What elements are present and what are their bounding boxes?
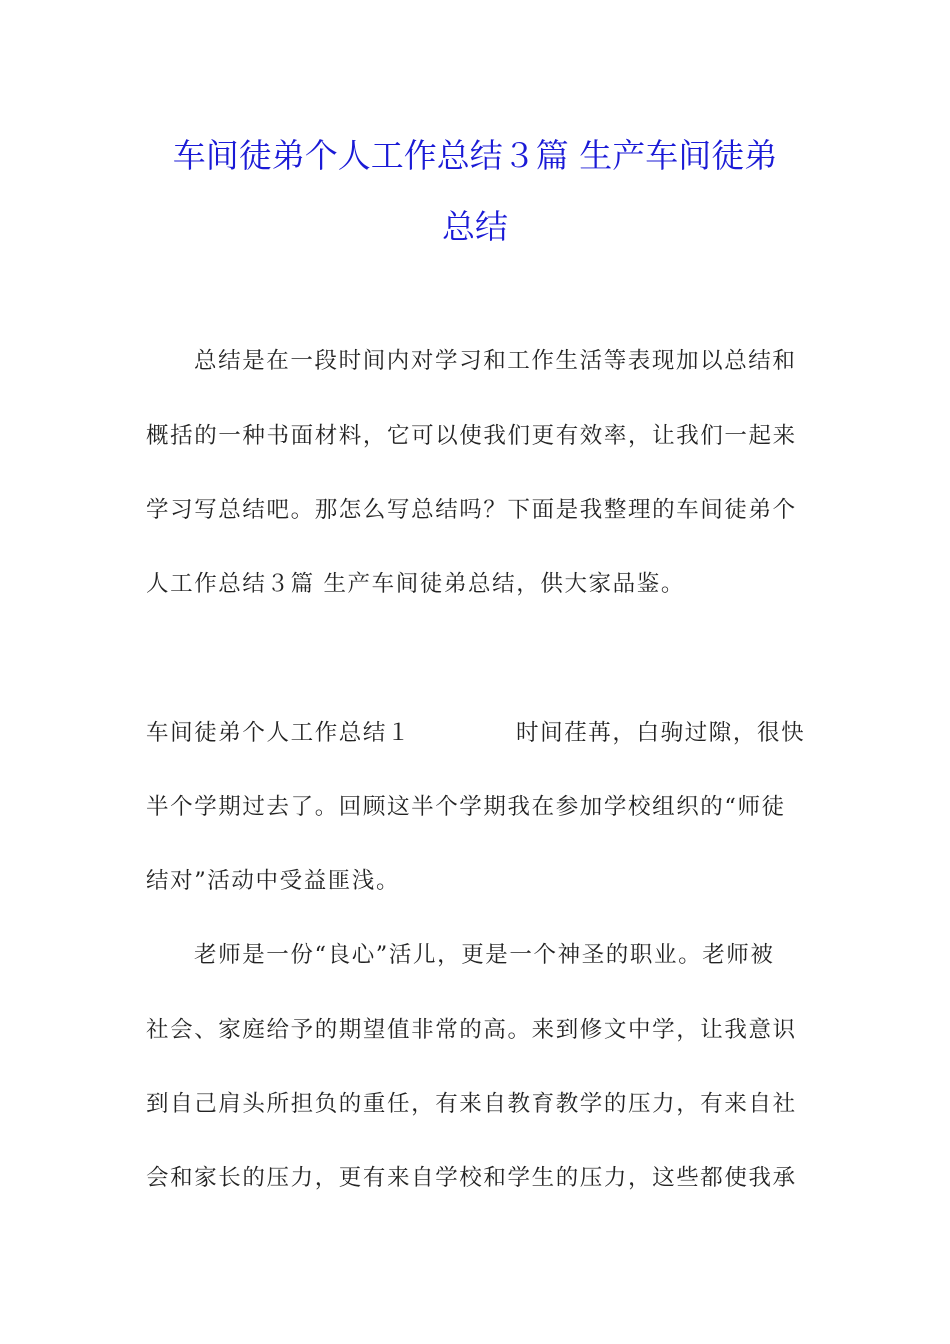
paragraph-2-line-2: 社会、家庭给予的期望值非常的高。来到修文中学，让我意识: [146, 1017, 797, 1043]
section-1-heading: 车间徒弟个人工作总结１: [146, 720, 412, 746]
document-title-line-1: 车间徒弟个人工作总结３篇 生产车间徒弟: [172, 136, 778, 175]
intro-line-3: 学习写总结吧。那怎么写总结吗？下面是我整理的车间徒弟个: [146, 497, 797, 523]
paragraph-2-line-4: 会和家长的压力，更有来自学校和学生的压力，这些都使我承: [146, 1165, 797, 1191]
section-1-line-1-tail: 时间荏苒，白驹过隙，很快: [516, 720, 806, 746]
paragraph-2-line-3: 到自己肩头所担负的重任，有来自教育教学的压力，有来自社: [146, 1091, 797, 1117]
document-title-line-2: 总结: [442, 207, 508, 246]
section-1-first-line: [146, 718, 806, 748]
intro-line-2: 概括的一种书面材料，它可以使我们更有效率，让我们一起来: [146, 423, 797, 449]
section-1-line-2: 半个学期过去了。回顾这半个学期我在参加学校组织的“师徒: [146, 794, 786, 820]
section-1-line-3: 结对”活动中受益匪浅。: [146, 868, 401, 894]
intro-line-4: 人工作总结３篇 生产车间徒弟总结，供大家品鉴。: [146, 571, 685, 597]
paragraph-2-line-1: 老师是一份“良心”活儿，更是一个神圣的职业。老师被: [194, 942, 775, 968]
intro-line-1: 总结是在一段时间内对学习和工作生活等表现加以总结和: [194, 348, 797, 374]
